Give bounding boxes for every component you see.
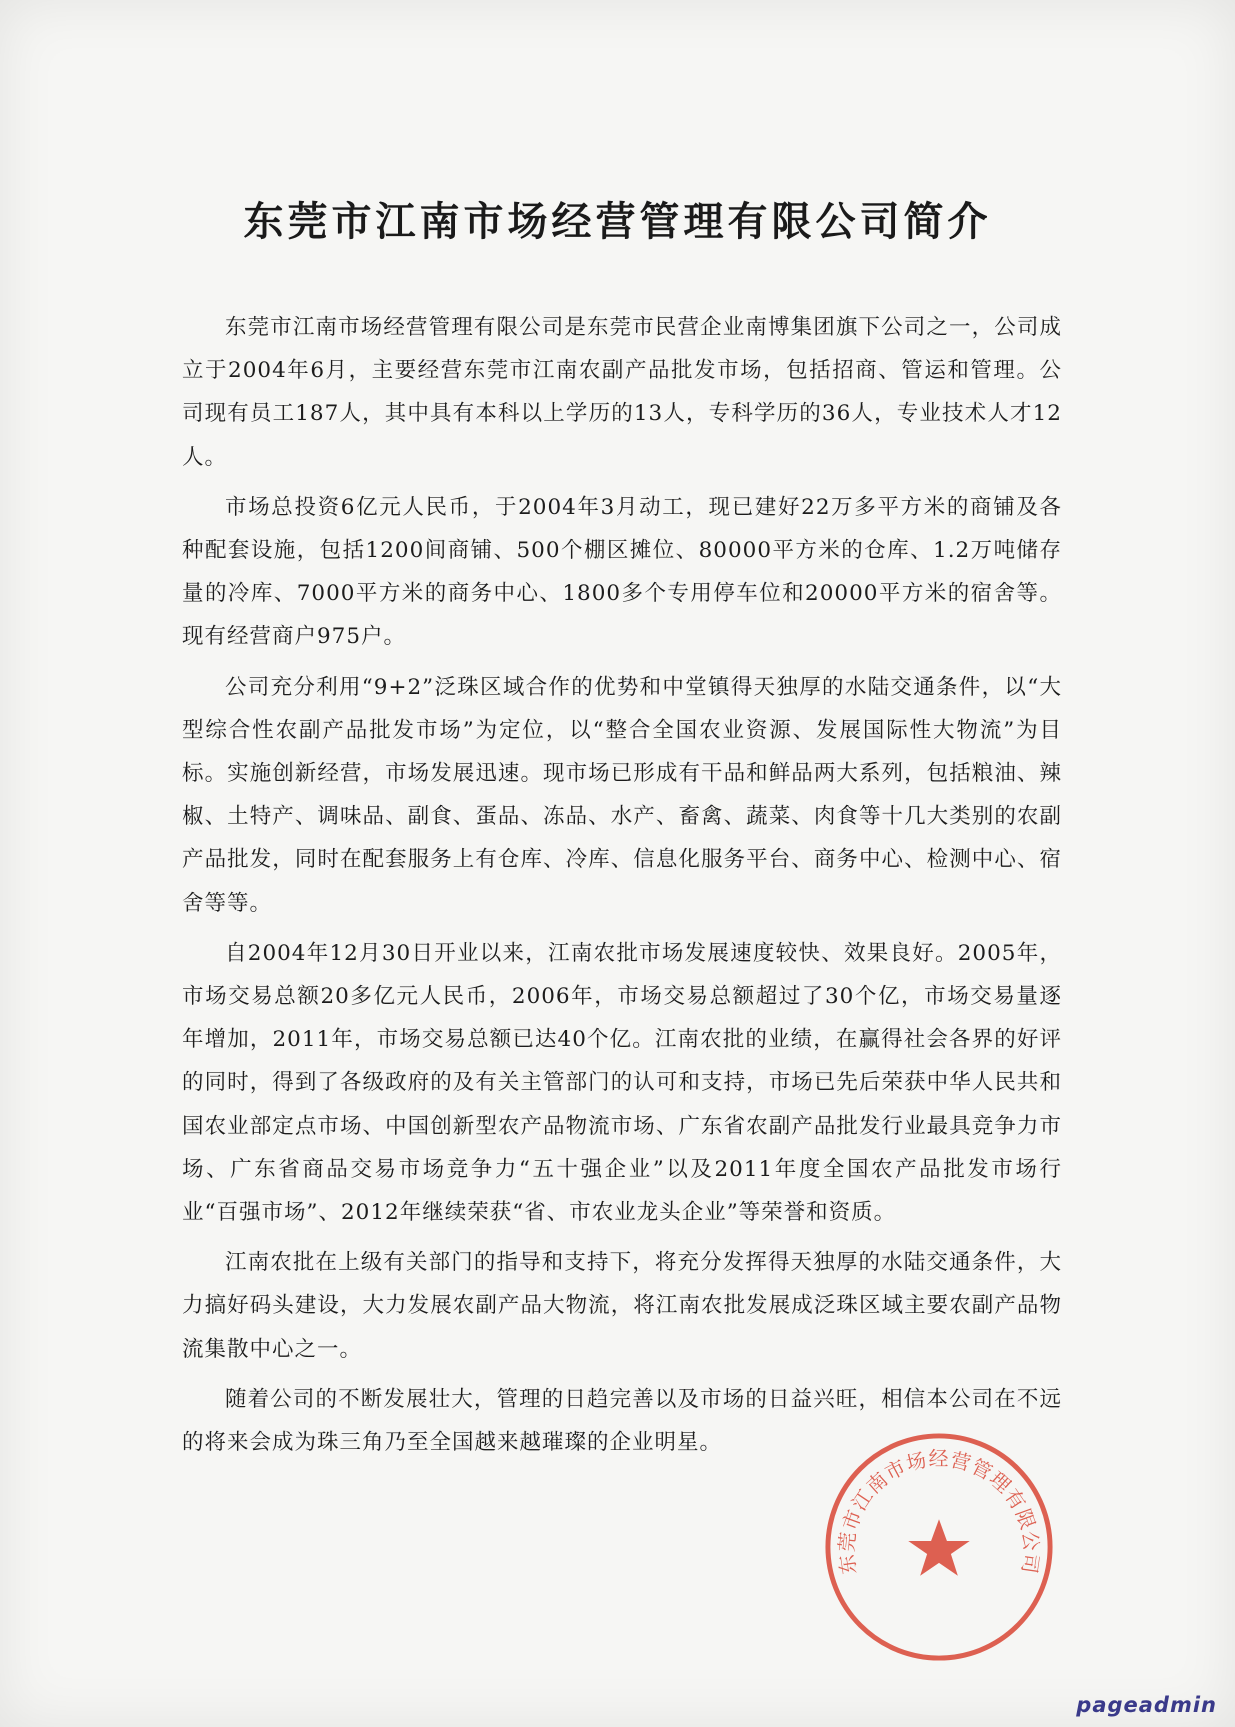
seal-text: 东莞市江南市场经营管理有限公司 bbox=[835, 1447, 1043, 1576]
paragraph: 随着公司的不断发展壮大，管理的日趋完善以及市场的日益兴旺，相信本公司在不远的将来会成为珠三角乃至全国越来越璀璨的企业明星。 bbox=[182, 1386, 1062, 1456]
paragraph: 东莞市江南市场经营管理有限公司是东莞市民营企业南博集团旗下公司之一，公司成立于2004年6月，主要经营东莞市江南农副产品批发市场，包括招商、管运和管理。公司现有员工187人，其中具有本科以上学历的13人，专科学历的36人，专业技术人才12人。 bbox=[182, 315, 1062, 470]
paragraph: 公司充分利用“9+2”泛珠区域合作的优势和中堂镇得天独厚的水陆交通条件，以“大型综合性农副产品批发市场”为定位，以“整合全国农业资源、发展国际性大物流”为目标。实施创新经营，市场发展迅速。现市场已形成有干品和鲜品两大系列，包括粮油、辣椒、土特产、调味品、副食、蛋品、冻品、水产、畜禽、蔬菜、肉食等十几大类别的农副产品批发，同时在配套服务上有仓库、冷库、信息化服务平台、商务中心、检测中心、宿舍等等。 bbox=[182, 674, 1062, 916]
watermark-text: pageadmin bbox=[1076, 1693, 1217, 1717]
paragraph: 自2004年12月30日开业以来，江南农批市场发展速度较快、效果良好。2005年，市场交易总额20多亿元人民币，2006年，市场交易总额超过了30个亿，市场交易量逐年增加，2011年，市场交易总额已达40个亿。江南农批的业绩，在赢得社会各界的好评的同时，得到了各级政府的及有关主管部门的认可和支持，市场已先后荣获中华人民共和国农业部定点市场、中国创新型农产品物流市场、广东省农副产品批发行业最具竞争力市场、广东省商品交易市场竞争力“五十强企业”以及2011年度全国农产品批发市场行业“百强市场”、2012年继续荣获“省、市农业龙头企业”等荣誉和资质。 bbox=[182, 940, 1062, 1226]
paragraph: 市场总投资6亿元人民币，于2004年3月动工，现已建好22万多平方米的商铺及各种配套设施，包括1200间商铺、500个棚区摊位、80000平方米的仓库、1.2万吨储存量的冷库、7000平方米的商务中心、1800多个专用停车位和20000平方米的宿舍等。现有经营商户975户。 bbox=[182, 494, 1062, 650]
document-title: 东莞市江南市场经营管理有限公司简介 bbox=[243, 198, 992, 245]
seal-graphic bbox=[820, 1428, 1058, 1666]
paragraph: 江南农批在上级有关部门的指导和支持下，将充分发挥得天独厚的水陆交通条件，大力搞好码头建设，大力发展农副产品大物流，将江南农批发展成泛珠区域主要农副产品物流集散中心之一。 bbox=[182, 1250, 1062, 1362]
document-body bbox=[182, 306, 1062, 1471]
company-seal-stamp bbox=[820, 1428, 1058, 1666]
seal-star-icon bbox=[908, 1519, 969, 1576]
